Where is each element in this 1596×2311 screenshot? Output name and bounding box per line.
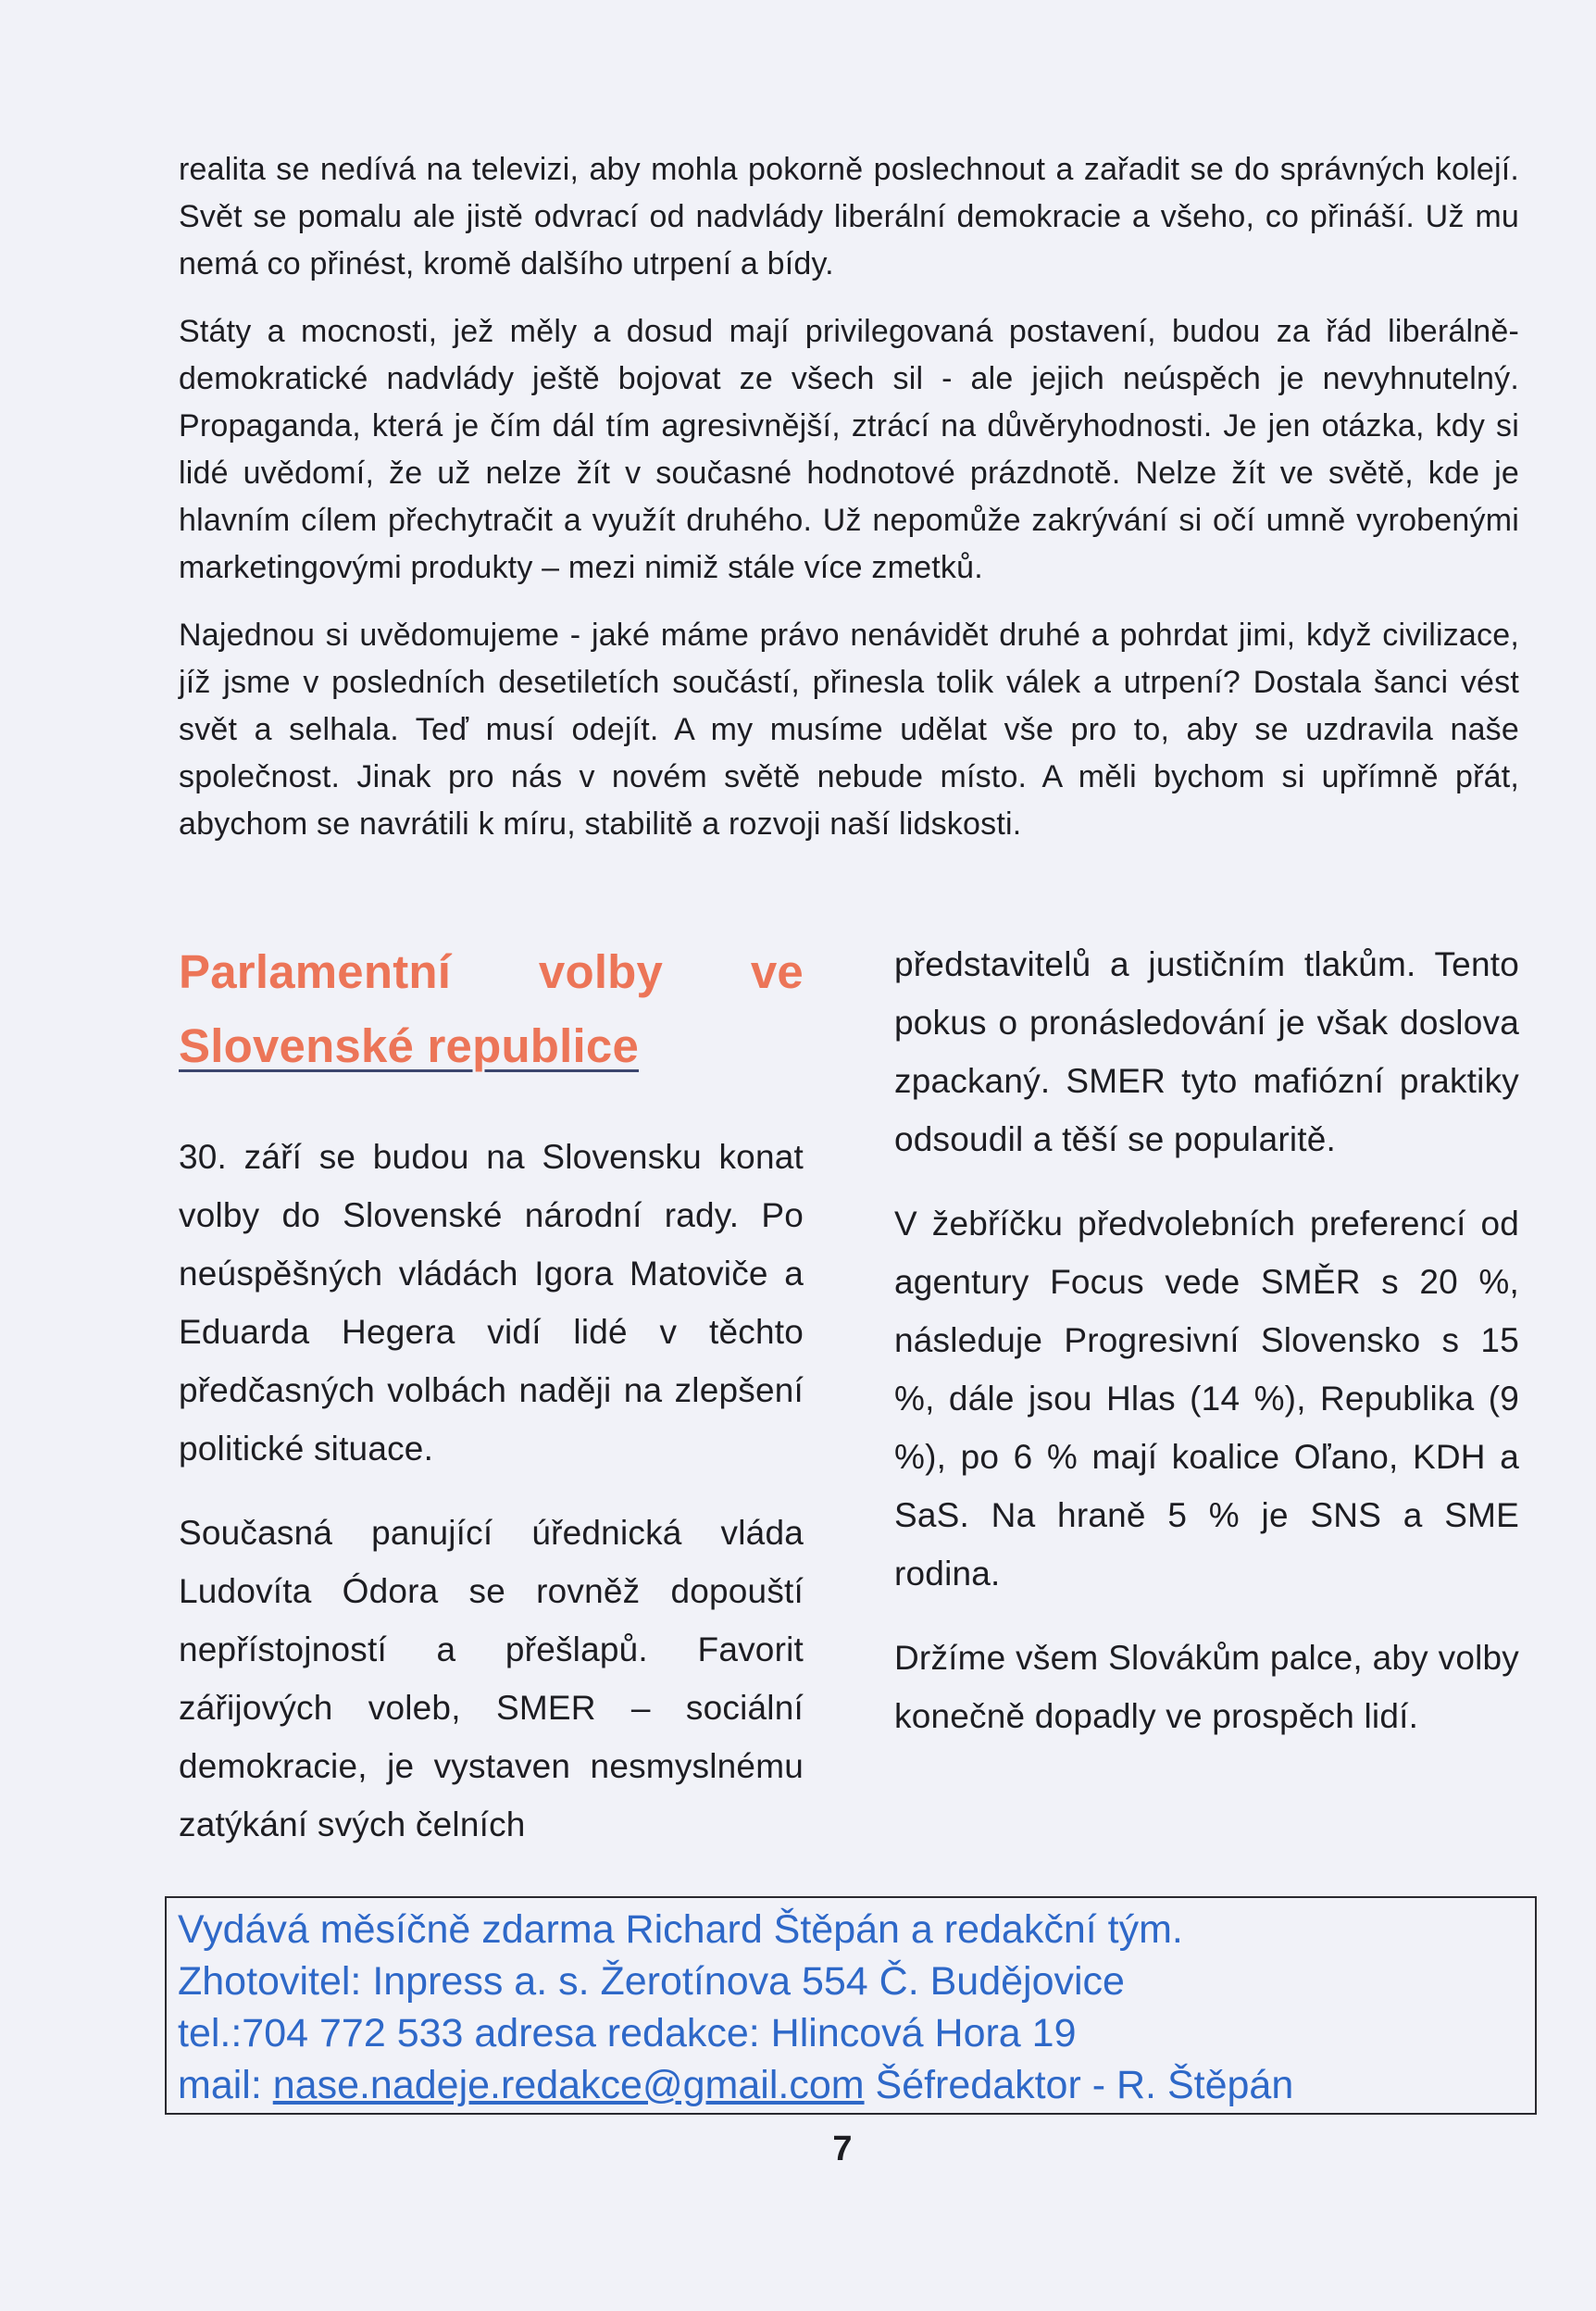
article-paragraph: 30. září se budou na Slovensku konat volby do Slovenské národní rady. Po neúspěšných vládách Igora Matoviče a Eduarda Hegera vidí lidé v těchto předčasných volbách naději na zlepšení politické situace.: [179, 1138, 804, 1468]
intro-paragraph: Najednou si uvědomujeme - jaké máme právo nenávidět druhé a pohrdat jimi, když civilizace, jíž jsme v posledních desetiletích součástí, přinesla tolik válek a utrpení? Dostala šanci vést svět a selhala. Teď musí odejít. A my musíme udělat vše pro to, aby se uzdravila naše společnost. Jinak pro nás v novém světě nebude místo. A měli bychom si upřímně přát, abychom se navrátili k míru, stabilitě a rozvoji naší lidskosti.: [179, 618, 1519, 842]
article-paragraph: V žebříčku předvolebních preferencí od agentury Focus vede SMĚR s 20 %, následuje Progresivní Slovensko s 15 %, dále jsou Hlas (14 %), Republika (9 %), po 6 % mají koalice Oľano, KDH a SaS. Na hraně 5 % je SNS a SME rodina.: [894, 1205, 1519, 1593]
article-heading-line1: Parlamentní volby ve: [179, 945, 804, 998]
imprint-mail-line: [178, 2059, 1524, 2111]
page-number: 7: [832, 2130, 853, 2168]
imprint-box: [165, 1896, 1537, 2115]
intro-paragraph: realita se nedívá na televizi, aby mohla pokorně poslechnout a zařadit se do správných kolejí. Svět se pomalu ale jistě odvrací od nadvlády liberální demokracie a všeho, co přináší. Už mu nemá co přinést, kromě dalšího utrpení a bídy.: [179, 152, 1519, 281]
article-paragraph: Současná panující úřednická vláda Ludovíta Ódora se rovněž dopouští nepřístojností a přešlapů. Favorit zářijových voleb, SMER – sociální demokracie, je vystaven nesmyslnému zatýkání svých čelních: [179, 1514, 804, 1843]
imprint-editor: Šéfredaktor - R. Štěpán: [864, 2063, 1294, 2107]
article-paragraph: Držíme všem Slovákům palce, aby volby konečně dopadly ve prospěch lidí.: [894, 1639, 1519, 1735]
imprint-email-link[interactable]: nase.nadeje.redakce@gmail.com: [272, 2063, 865, 2107]
intro-paragraph: Státy a mocnosti, jež měly a dosud mají privilegovaná postavení, budou za řád liberálně-demokratické nadvlády ještě bojovat ze všech sil - ale jejich neúspěch je nevyhnutelný. Propaganda, která je čím dál tím agresivnější, ztrácí na důvěryhodnosti. Je jen otázka, kdy si lidé uvědomí, že už nelze žít v současné hodnotové prázdnotě. Nelze žít ve světě, kde je hlavním cílem přechytračit a využít druhého. Už nepomůže zakrývání si očí umně vyrobenými marketingovými produkty – mezi nimiž stále více zmetků.: [179, 314, 1519, 585]
article-paragraph: představitelů a justičním tlakům. Tento pokus o pronásledování je však doslova zpackaný. SMER tyto mafiózní praktiky odsoudil a těší se popularitě.: [894, 945, 1519, 1158]
article-right-column: [894, 935, 1519, 1771]
imprint-printer: Zhotovitel: Inpress a. s. Žerotínova 554 Č. Budějovice: [178, 1959, 1125, 2004]
article-left-column: [179, 935, 804, 1880]
article-heading: [179, 935, 804, 1083]
imprint-mail-label: mail:: [178, 2063, 273, 2107]
imprint-contact: tel.:704 772 533 adresa redakce: Hlincová Hora 19: [178, 2011, 1077, 2055]
imprint-publisher: Vydává měsíčně zdarma Richard Štěpán a redakční tým.: [178, 1907, 1183, 1952]
article-heading-line2: Slovenské republice: [179, 1019, 640, 1072]
intro-text: [179, 146, 1519, 868]
